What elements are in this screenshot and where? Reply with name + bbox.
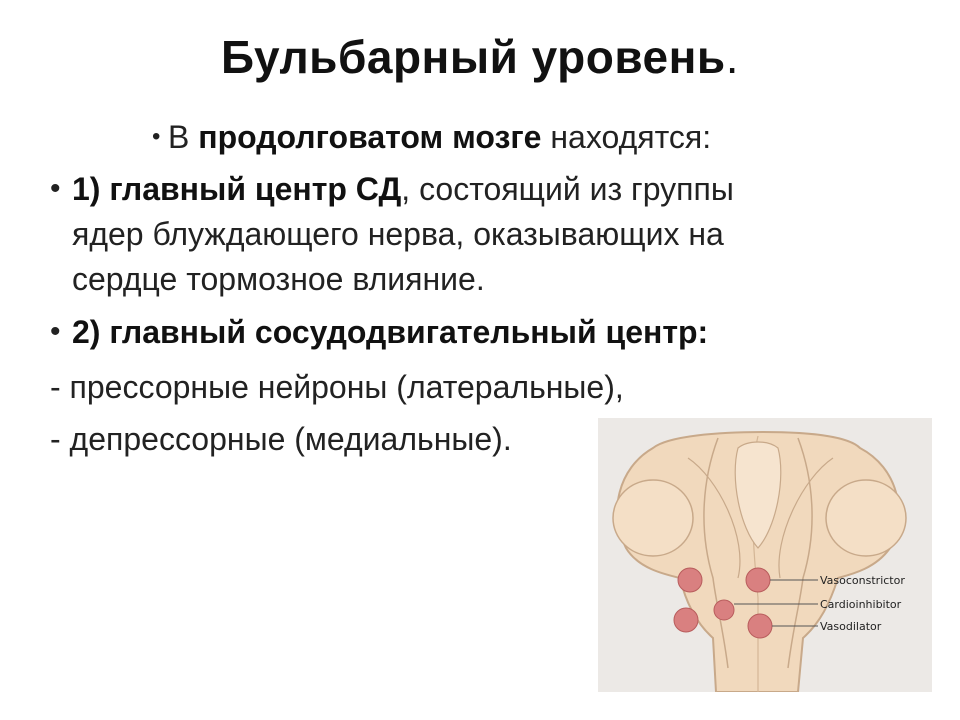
brainstem-illustration [598,418,932,692]
title-dot: . [725,31,739,83]
bullet-marker: • [50,172,61,205]
slide-title [0,30,960,84]
label-vasoconstrictor: Vasoconstrictor [820,574,905,587]
brainstem-diagram [598,418,932,692]
vasoconstrictor-nucleus-right [746,568,770,592]
cardioinhibitor-nucleus [714,600,734,620]
vasodilator-nucleus-right [748,614,772,638]
bullet-marker: • [50,315,61,348]
left-lobe [613,480,693,556]
label-vasodilator: Vasodilator [820,620,882,633]
bullet-1 [152,118,711,156]
title-main: Бульбарный уровень [221,31,726,83]
bullet-2-line-2: ядер блуждающего нерва, оказывающих на [72,216,724,252]
dash-line-pressor: - прессорные нейроны (латеральные), [50,369,624,405]
bullet-2-line-3: сердце тормозное влияние. [72,261,485,297]
bullet-3 [50,313,708,351]
bullet-marker: • [152,123,161,150]
bullet-1-pre: В [168,119,199,155]
vasoconstrictor-nucleus-left [678,568,702,592]
bullet-1-bold: продолговатом мозге [198,119,542,155]
bullet-2-bold: 1) главный центр СД [72,171,402,207]
dash-line-depressor: - депрессорные (медиальные). [50,421,512,457]
label-cardioinhibitor: Cardioinhibitor [820,598,902,611]
vasodilator-nucleus-left [674,608,698,632]
bullet-3-bold: 2) главный сосудодвигательный центр: [72,314,709,350]
bullet-2-post: , состоящий из группы [401,171,734,207]
bullet-2 [50,170,734,208]
right-lobe [826,480,906,556]
bullet-1-post: находятся: [541,119,712,155]
